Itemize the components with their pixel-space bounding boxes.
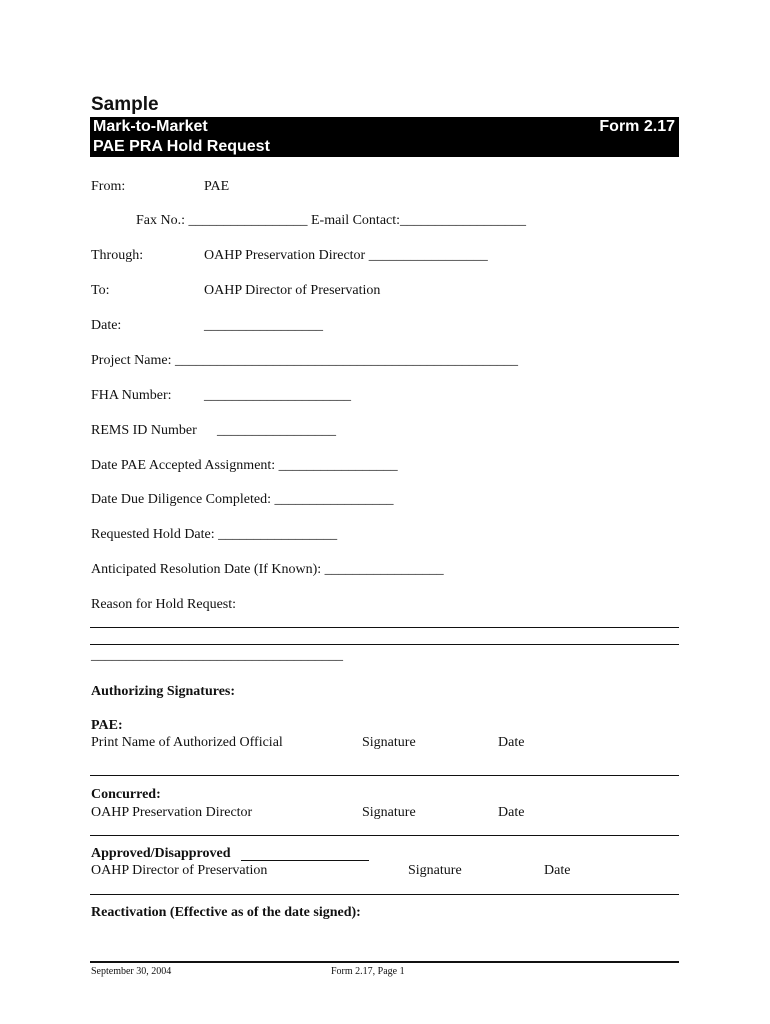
concurred-label: Concurred: [91,787,161,802]
from-value: PAE [204,179,230,194]
fha-value: _____________________ [204,388,351,403]
footer-rule [90,961,679,963]
through-value: OAHP Preservation Director _________________ [204,248,488,263]
approved-signature-label: Signature [408,863,462,878]
reactivation-label: Reactivation (Effective as of the date signed): [91,905,361,920]
reason-line-3: ____________________________________ [91,648,343,663]
rems-value: _________________ [217,423,336,438]
approved-date-label: Date [544,863,571,878]
approved-signature-line [90,894,679,895]
to-label: To: [91,283,110,298]
pae-official: Print Name of Authorized Official [91,735,283,750]
fha-label: FHA Number: [91,388,172,403]
concurred-date-label: Date [498,805,525,820]
signatures-heading: Authorizing Signatures: [91,684,236,699]
sample-label: Sample [91,94,159,115]
through-label: Through: [91,248,144,263]
anticipated-resolution-line: Anticipated Resolution Date (If Known): _________________ [91,562,444,577]
form-title: PAE PRA Hold Request [93,138,270,155]
reason-label: Reason for Hold Request: [91,597,237,612]
footer-date: September 30, 2004 [91,966,172,977]
approved-blank-line [241,860,369,861]
approved-label: Approved/Disapproved [91,846,231,861]
date-value: _________________ [204,318,323,333]
program-name: Mark-to-Market [93,118,208,135]
reason-line-2 [90,644,679,645]
approved-official: OAHP Director of Preservation [91,863,268,878]
concurred-signature-line [90,835,679,836]
date-accepted-line: Date PAE Accepted Assignment: _________________ [91,458,398,473]
pae-signature-line [90,775,679,776]
pae-signature-label: Signature [362,735,416,750]
footer-page: Form 2.17, Page 1 [331,966,405,977]
header-bar-program [90,117,679,137]
reason-line-1 [90,627,679,628]
rems-label: REMS ID Number [91,423,197,438]
to-value: OAHP Director of Preservation [204,283,381,298]
pae-date-label: Date [498,735,525,750]
date-label: Date: [91,318,122,333]
concurred-signature-label: Signature [362,805,416,820]
requested-hold-line: Requested Hold Date: _________________ [91,527,338,542]
project-name-line: Project Name: _________________________________________________ [91,353,518,368]
pae-label: PAE: [91,718,123,733]
from-label: From: [91,179,126,194]
form-number: Form 2.17 [599,118,675,135]
concurred-official: OAHP Preservation Director [91,805,253,820]
fax-email-line: Fax No.: _________________ E-mail Contact:__________________ [136,213,527,228]
header-bar-title [90,137,679,157]
date-due-diligence-line: Date Due Diligence Completed: _________________ [91,492,394,507]
